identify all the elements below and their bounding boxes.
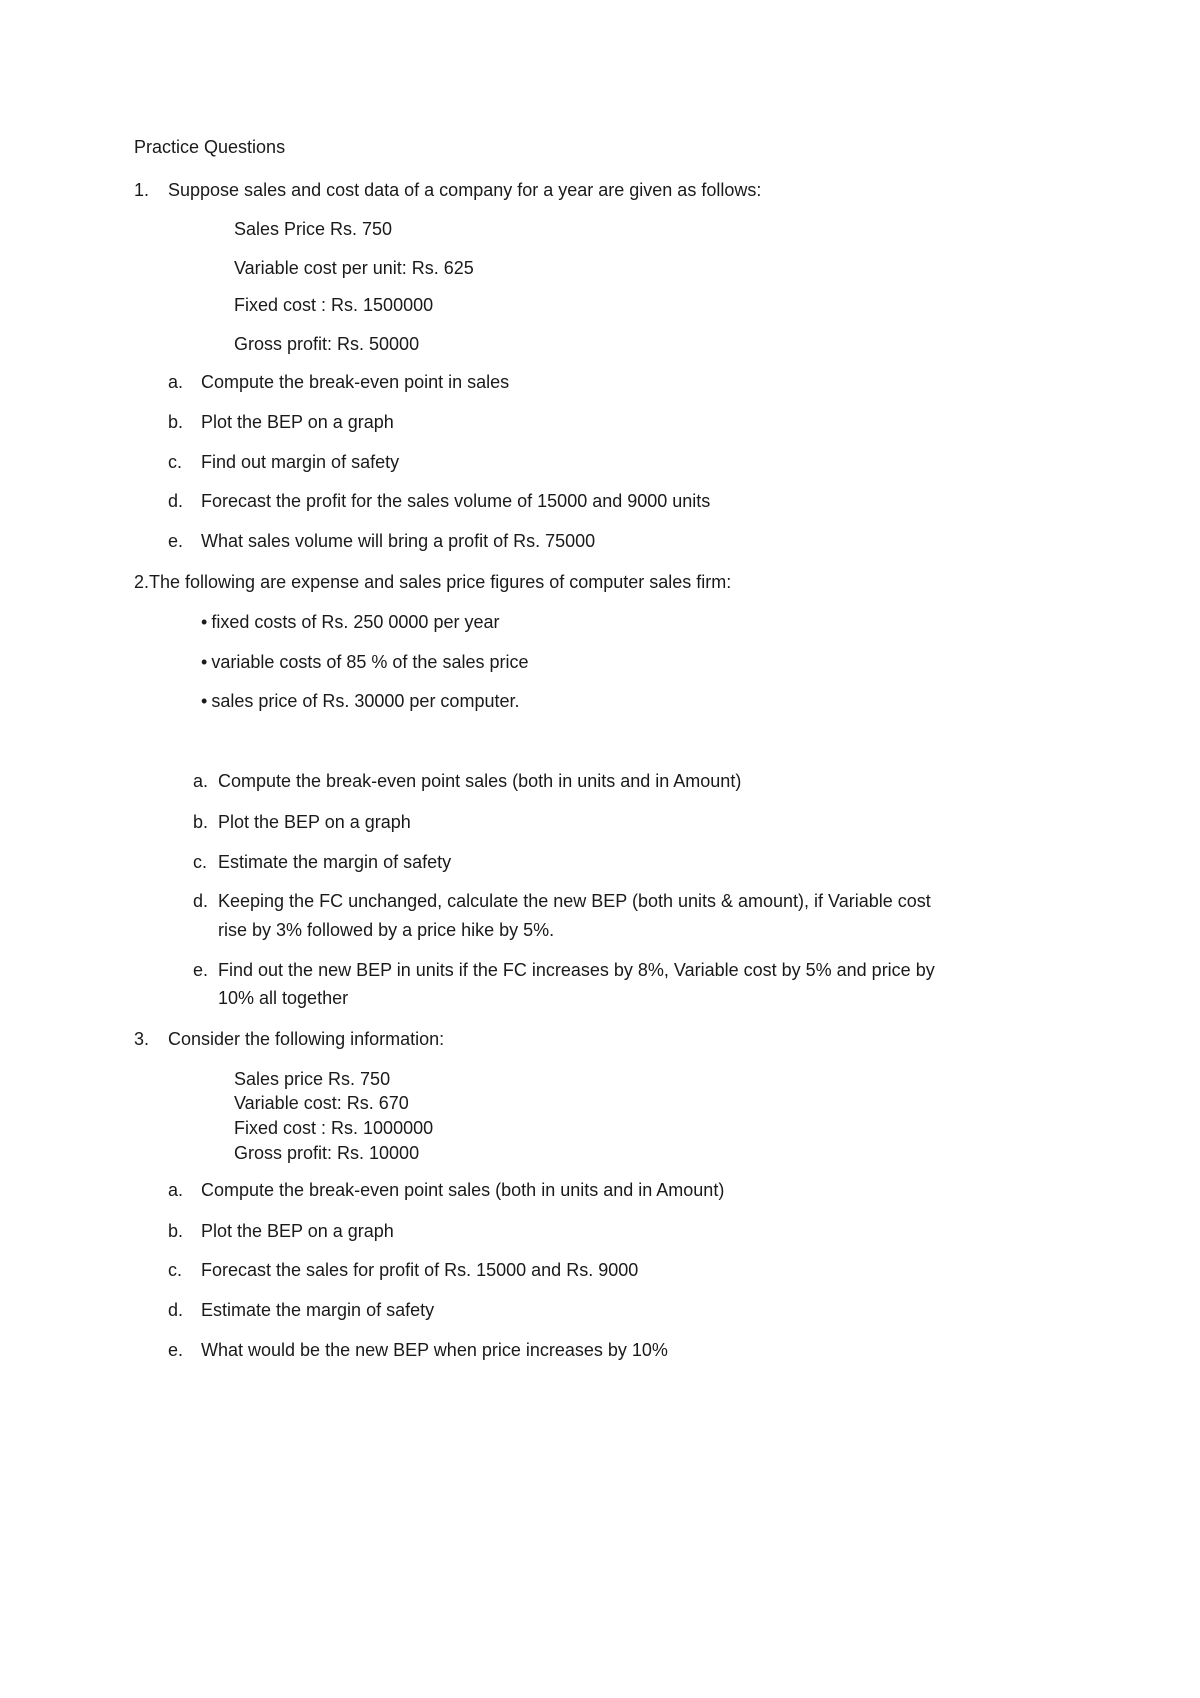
page-title: Practice Questions <box>134 137 286 157</box>
q1-item-c-letter: c. <box>168 452 183 472</box>
q2-item-b-text: Plot the BEP on a graph <box>218 812 411 832</box>
q1-data-variable-cost: Variable cost per unit: Rs. 625 <box>234 258 474 278</box>
question-1-number: 1. <box>134 180 150 200</box>
q1-data-gross-profit: Gross profit: Rs. 50000 <box>234 334 420 354</box>
q3-item-b-letter: b. <box>168 1221 184 1241</box>
bullet-icon: • <box>201 612 208 632</box>
question-3-number: 3. <box>134 1029 150 1049</box>
q2-item-b-letter: b. <box>193 812 209 832</box>
q2-bullet-text: variable costs of 85 % of the sales price <box>211 652 529 672</box>
q3-item-b-text: Plot the BEP on a graph <box>201 1221 394 1241</box>
q1-item-b-text: Plot the BEP on a graph <box>201 412 394 432</box>
q2-bullet-text: fixed costs of Rs. 250 0000 per year <box>211 612 500 632</box>
q3-item-e-text: What would be the new BEP when price increases by 10% <box>201 1340 668 1360</box>
q1-item-b-letter: b. <box>168 412 184 432</box>
q1-item-e-letter: e. <box>168 531 184 551</box>
q2-item-c-letter: c. <box>193 852 208 872</box>
q1-item-d-text: Forecast the profit for the sales volume of 15000 and 9000 units <box>201 491 711 511</box>
q2-item-e-text-continued: 10% all together <box>218 988 349 1008</box>
q2-bullet-variable-costs <box>201 651 528 673</box>
q2-item-a-text: Compute the break-even point sales (both in units and in Amount) <box>218 771 742 791</box>
q2-item-d-letter: d. <box>193 891 209 911</box>
q1-item-a-text: Compute the break-even point in sales <box>201 372 510 392</box>
bullet-icon: • <box>201 652 208 672</box>
q1-data-fixed-cost: Fixed cost : Rs. 1500000 <box>234 295 434 315</box>
q2-bullet-text: sales price of Rs. 30000 per computer. <box>211 691 520 711</box>
q1-item-e-text: What sales volume will bring a profit of Rs. 75000 <box>201 531 596 551</box>
q1-item-c-text: Find out margin of safety <box>201 452 400 472</box>
q3-item-a-text: Compute the break-even point sales (both in units and in Amount) <box>201 1180 725 1200</box>
q3-item-a-letter: a. <box>168 1180 184 1200</box>
q3-item-e-letter: e. <box>168 1340 184 1360</box>
q1-item-d-letter: d. <box>168 491 184 511</box>
q3-item-d-letter: d. <box>168 1300 184 1320</box>
q3-item-c-letter: c. <box>168 1260 183 1280</box>
q2-item-e-letter: e. <box>193 960 209 980</box>
q3-data-sales-price: Sales price Rs. 750 <box>234 1069 391 1089</box>
q2-item-d-text: Keeping the FC unchanged, calculate the new BEP (both units & amount), if Variable cost <box>218 891 931 911</box>
q2-item-e-text: Find out the new BEP in units if the FC increases by 8%, Variable cost by 5% and price by <box>218 960 935 980</box>
question-1-text: Suppose sales and cost data of a company for a year are given as follows: <box>168 180 762 200</box>
q2-item-a-letter: a. <box>193 771 209 791</box>
q3-item-d-text: Estimate the margin of safety <box>201 1300 435 1320</box>
q2-bullet-sales-price <box>201 690 519 712</box>
q3-item-c-text: Forecast the sales for profit of Rs. 15000 and Rs. 9000 <box>201 1260 639 1280</box>
q2-bullet-fixed-costs <box>201 611 499 633</box>
question-3-text: Consider the following information: <box>168 1029 445 1049</box>
q3-data-gross-profit: Gross profit: Rs. 10000 <box>234 1143 420 1163</box>
q3-data-fixed-cost: Fixed cost : Rs. 1000000 <box>234 1118 434 1138</box>
q1-item-a-letter: a. <box>168 372 184 392</box>
q2-item-d-text-continued: rise by 3% followed by a price hike by 5%. <box>218 920 555 940</box>
q1-data-sales-price: Sales Price Rs. 750 <box>234 219 393 239</box>
q3-data-variable-cost: Variable cost: Rs. 670 <box>234 1093 409 1113</box>
bullet-icon: • <box>201 691 208 711</box>
question-2-text: 2.The following are expense and sales price figures of computer sales firm: <box>134 572 732 592</box>
q2-item-c-text: Estimate the margin of safety <box>218 852 452 872</box>
